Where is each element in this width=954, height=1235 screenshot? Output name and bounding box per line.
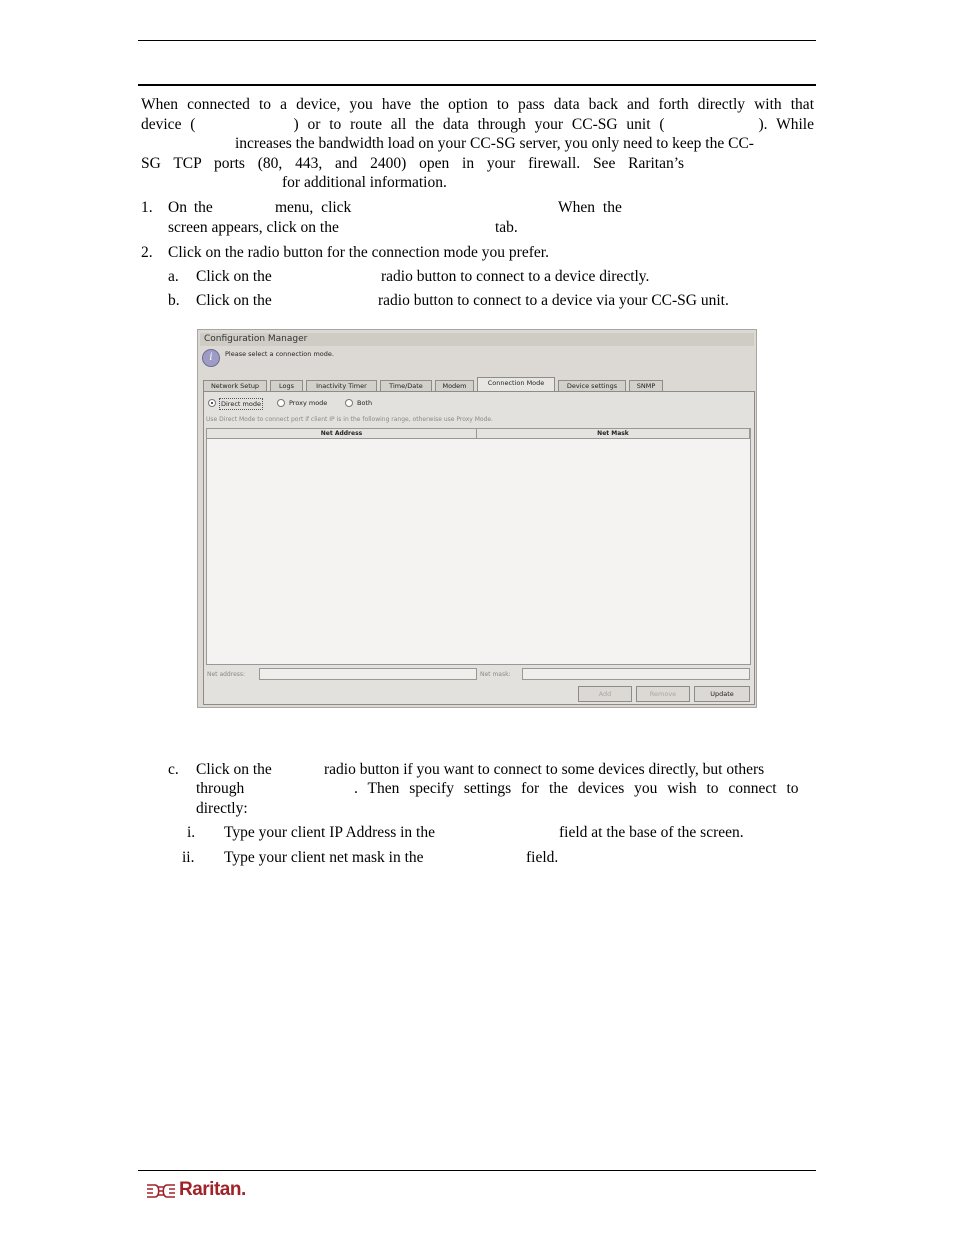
tab-inactivity-timer[interactable]: Inactivity Timer bbox=[306, 380, 377, 391]
proxy-mode-radio[interactable] bbox=[277, 399, 285, 407]
step-c-line-2a: through bbox=[196, 780, 245, 797]
tab-time-date[interactable]: Time/Date bbox=[380, 380, 432, 391]
header-rule-top bbox=[138, 40, 816, 41]
connection-mode-panel bbox=[203, 391, 755, 705]
step-ii-text-b: field. bbox=[526, 849, 559, 866]
tab-device-settings[interactable]: Device settings bbox=[558, 380, 626, 391]
tab-modem[interactable]: Modem bbox=[435, 380, 474, 391]
proxy-mode-label[interactable]: Proxy mode bbox=[289, 399, 328, 407]
step-c-text-a: Click on the bbox=[196, 761, 272, 778]
net-address-label: Net address: bbox=[207, 671, 246, 678]
step-c-line-3: directly: bbox=[196, 800, 248, 817]
step-c-text-b: radio button if you want to connect to some devices directly, but others bbox=[324, 761, 765, 778]
tab-snmp[interactable]: SNMP bbox=[629, 380, 663, 391]
tab-network-setup[interactable]: Network Setup bbox=[203, 380, 267, 391]
net-address-input[interactable] bbox=[259, 668, 477, 680]
intro-line-5: for additional information. bbox=[282, 174, 447, 192]
step-1-text-c: When the bbox=[558, 199, 622, 216]
step-b-text-a: Click on the bbox=[196, 292, 272, 309]
step-1-number: 1. bbox=[141, 199, 153, 216]
column-net-address[interactable]: Net Address bbox=[207, 429, 477, 439]
direct-mode-label[interactable]: Direct mode bbox=[221, 400, 261, 408]
raritan-logo-icon bbox=[145, 1182, 177, 1200]
range-description: Use Direct Mode to connect port if client IP is in the following range, otherwise use Proxy Mode. bbox=[206, 416, 493, 423]
step-1-text-b: menu, click bbox=[275, 199, 352, 216]
step-2-text: Click on the radio button for the connection mode you prefer. bbox=[168, 244, 549, 261]
intro-line-4: SG TCP ports (80, 443, and 2400) open in your firewall. See Raritan’s bbox=[141, 154, 685, 172]
header-rule-bottom bbox=[138, 84, 816, 86]
step-ii-text-a: Type your client net mask in the bbox=[224, 849, 424, 866]
step-i-text-b: field at the base of the screen. bbox=[559, 824, 744, 841]
column-net-mask[interactable]: Net Mask bbox=[477, 429, 750, 439]
update-button[interactable]: Update bbox=[694, 686, 750, 702]
tab-connection-mode[interactable]: Connection Mode bbox=[477, 377, 555, 391]
intro-line-1: When connected to a device, you have the option to pass data back and forth directly with that bbox=[141, 96, 814, 113]
intro-paragraph bbox=[141, 95, 814, 193]
step-c-number: c. bbox=[168, 761, 179, 778]
step-a-text-a: Click on the bbox=[196, 268, 272, 285]
remove-button[interactable]: Remove bbox=[636, 686, 690, 702]
address-table[interactable] bbox=[206, 428, 751, 665]
info-icon: i bbox=[202, 349, 220, 367]
step-b-number: b. bbox=[168, 292, 180, 309]
step-a-text-b: radio button to connect to a device directly. bbox=[381, 268, 650, 285]
net-mask-label: Net mask: bbox=[480, 671, 511, 678]
configuration-manager-screenshot bbox=[197, 329, 757, 708]
intro-line-3: increases the bandwidth load on your CC-SG server, you only need to keep the CC- bbox=[235, 135, 754, 153]
hint-text: Please select a connection mode. bbox=[225, 350, 334, 358]
net-mask-input[interactable] bbox=[522, 668, 750, 680]
footer-rule bbox=[138, 1170, 816, 1171]
intro-line-2: device ( ) or to route all the data through your CC-SG unit ( ). While bbox=[141, 115, 814, 133]
step-1-text-a: On the bbox=[168, 199, 213, 216]
step-1-line-2a: screen appears, click on the bbox=[168, 219, 339, 236]
direct-mode-radio[interactable] bbox=[208, 399, 216, 407]
step-i-text-a: Type your client IP Address in the bbox=[224, 824, 435, 841]
step-ii-number: ii. bbox=[182, 849, 195, 866]
step-c-line-2b: . Then specify settings for the devices you wish to connect to bbox=[354, 780, 799, 797]
raritan-logo-text: Raritan. bbox=[179, 1179, 246, 1200]
step-a-number: a. bbox=[168, 268, 179, 285]
tab-logs[interactable]: Logs bbox=[270, 380, 303, 391]
both-mode-radio[interactable] bbox=[345, 399, 353, 407]
step-1-line-2b: tab. bbox=[495, 219, 518, 236]
step-i-number: i. bbox=[187, 824, 196, 841]
window-title: Configuration Manager bbox=[200, 333, 754, 346]
add-button[interactable]: Add bbox=[578, 686, 632, 702]
both-mode-label[interactable]: Both bbox=[357, 399, 373, 407]
step-b-text-b: radio button to connect to a device via your CC-SG unit. bbox=[378, 292, 729, 309]
step-2-number: 2. bbox=[141, 244, 153, 261]
